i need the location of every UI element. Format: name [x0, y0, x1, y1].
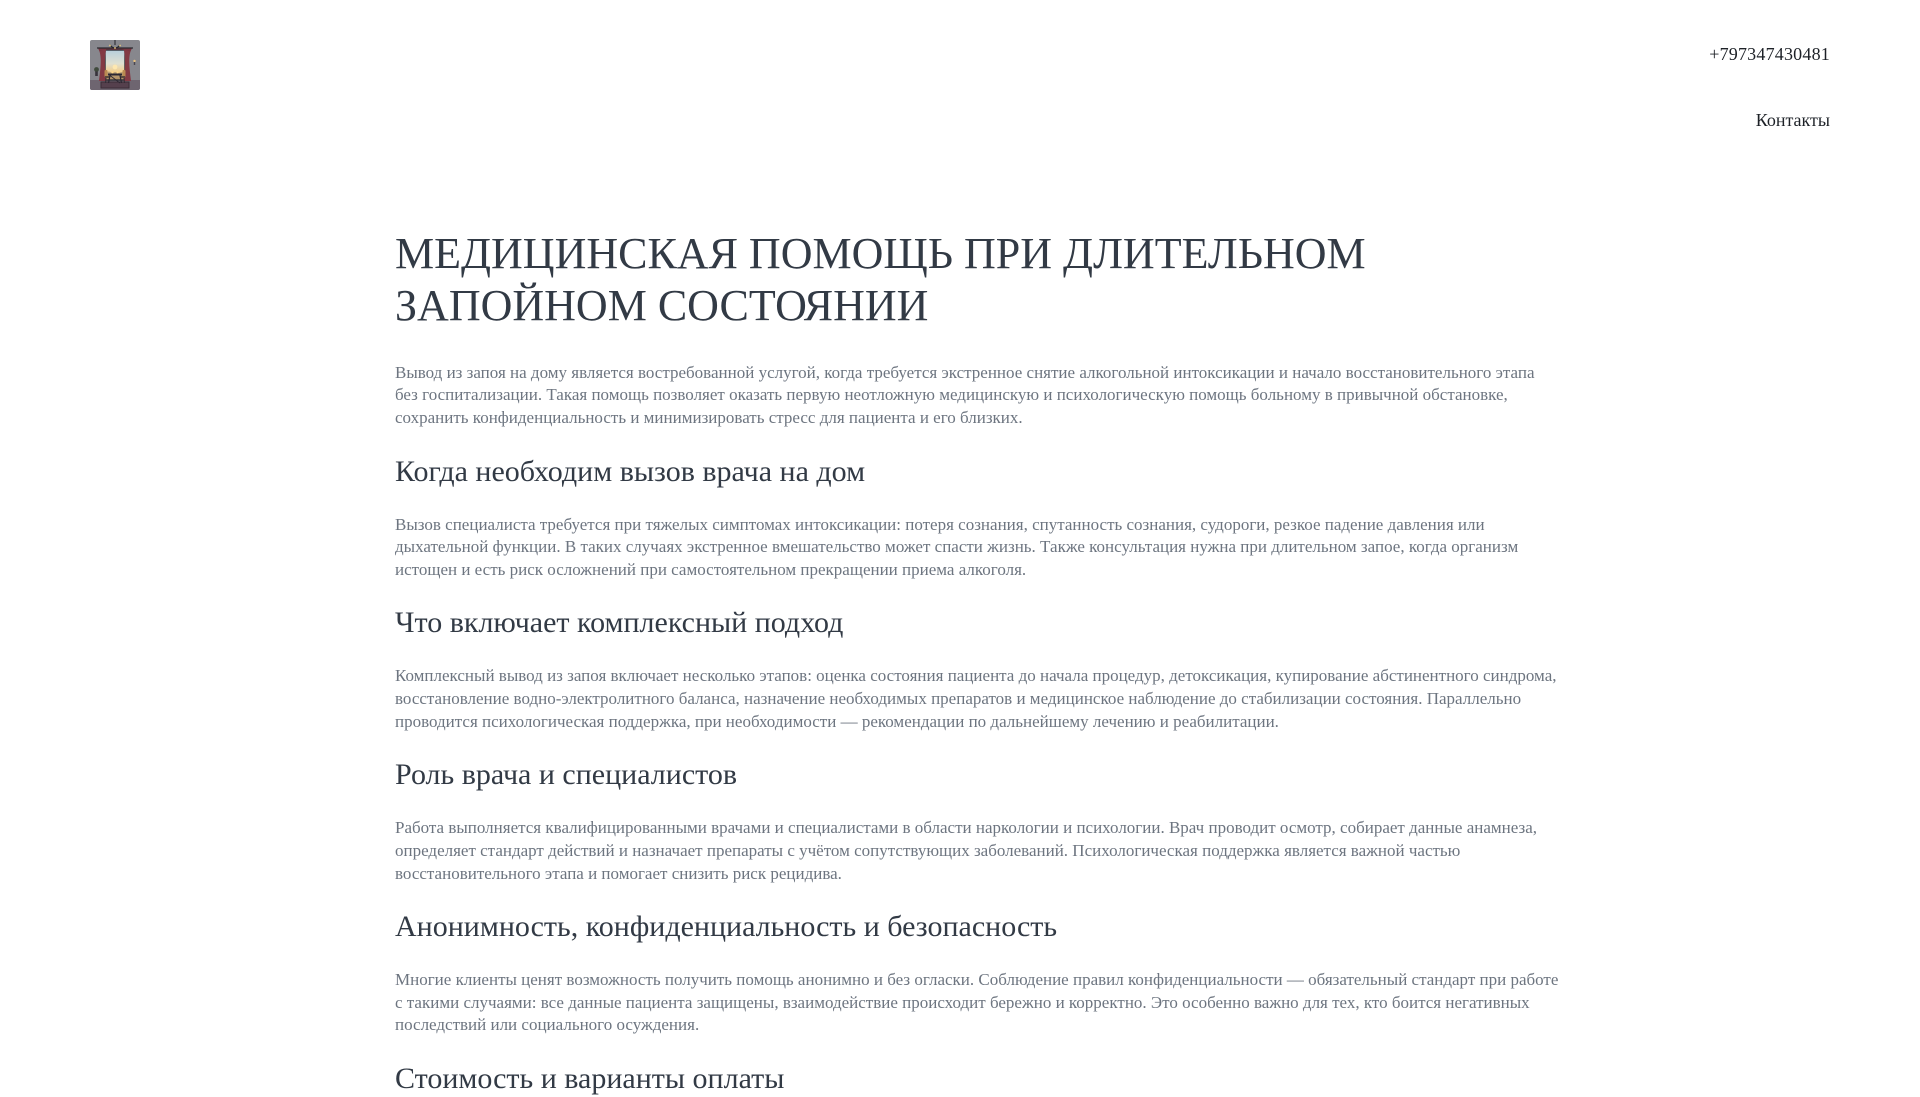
section-paragraph: Работа выполняется квалифицированными врачами и специалистами в области наркологии и психологии. Врач проводит осмотр, собирает данные анамнеза, определяет стандарт действий и назначает препараты с учётом сопутствующих заболеваний. Психологическая поддержка является важной частью восстановительного этапа и помогает снизить риск рецидива. — [395, 818, 1538, 883]
page-title: МЕДИЦИНСКАЯ ПОМОЩЬ ПРИ ДЛИТЕЛЬНОМ ЗАПОЙНОМ СОСТОЯНИИ — [395, 229, 1366, 330]
nav-link-contacts[interactable]: Контакты — [1755, 110, 1830, 130]
section-paragraph: Вызов специалиста требуется при тяжелых симптомах интоксикации: потеря сознания, спутанность сознания, судороги, резкое падение давления или дыхательной функции. В таких случаях экстренное вмешательство может спасти жизнь. Также консультация нужна при длительном запое, когда организм истощен и есть риск осложнений при самостоятельном прекращении приема алкоголя. — [395, 514, 1519, 579]
section-paragraph: Многие клиенты ценят возможность получить помощь анонимно и без огласки. Соблюдение правил конфиденциальности — обязательный стандарт при работе с такими случаями: все данные пациента защищены, взаимодействие происходит бережно и корректно. Это особенно важно для тех, кто боится негативных последствий или социального осуждения. — [395, 970, 1559, 1035]
section-paragraph: Комплексный вывод из запоя включает несколько этапов: оценка состояния пациента до начала процедур, детоксикация, купирование абстинентного синдрома, восстановление водно-электролитного баланса, назначение необходимых препаратов и медицинское наблюдение до стабилизации состояния. Параллельно проводится психологическая поддержка, при необходимости — рекомендации по дальнейшему лечению и реабилитации. — [395, 666, 1557, 731]
section-heading-anonymity: Анонимность, конфиденциальность и безопасность — [395, 910, 1058, 944]
main-nav — [90, 110, 1830, 131]
section-heading-call-doctor: Когда необходим вызов врача на дом — [395, 454, 866, 488]
section-heading-doctor-role: Роль врача и специалистов — [395, 758, 738, 792]
page-header — [0, 0, 1920, 131]
section-heading-pricing: Стоимость и варианты оплаты — [395, 1061, 785, 1095]
phone-number[interactable]: +797347430481 — [1709, 44, 1830, 64]
article — [395, 228, 1560, 1097]
intro-paragraph: Вывод из запоя на дому является востребованной услугой, когда требуется экстренное снятие алкогольной интоксикации и начало восстановительного этапа без госпитализации. Такая помощь позволяет оказать первую неотложную медицинскую и психологическую помощь больному в привычной обстановке, сохранить конфиденциальность и минимизировать стресс для пациента и его близких. — [395, 362, 1535, 428]
logo-image — [90, 40, 140, 90]
logo-link[interactable] — [90, 40, 140, 90]
section-heading-complex-approach: Что включает комплексный подход — [395, 606, 844, 640]
